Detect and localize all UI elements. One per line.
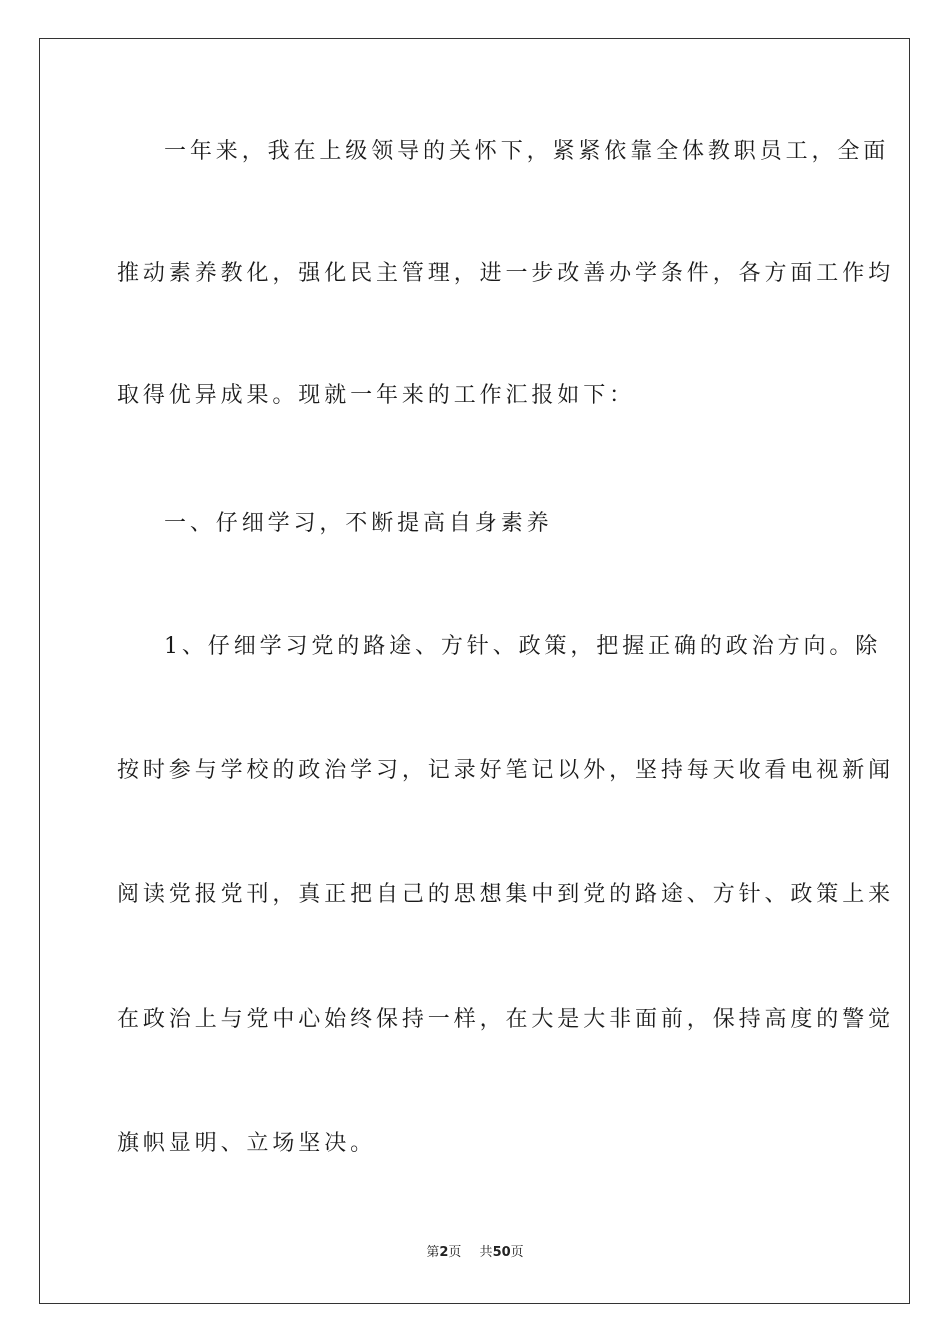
section-heading: 一、仔细学习，不断提高自身素养 xyxy=(164,511,553,536)
page-border xyxy=(39,38,910,1304)
paragraph-line-1: 一年来，我在上级领导的关怀下，紧紧依靠全体教职员工，全面 xyxy=(164,139,890,164)
paragraph-line-7: 阅读党报党刊，真正把自己的思想集中到党的路途、方针、政策上来 xyxy=(117,882,895,907)
paragraph-line-9: 旗帜显明、立场坚决。 xyxy=(117,1131,377,1156)
paragraph-line-8: 在政治上与党中心始终保持一样，在大是大非面前，保持高度的警觉 xyxy=(117,1007,895,1032)
paragraph-line-5: 1、仔细学习党的路途、方针、政策，把握正确的政治方向。除 xyxy=(164,634,882,659)
paragraph-line-6: 按时参与学校的政治学习，记录好笔记以外，坚持每天收看电视新闻 xyxy=(117,758,895,783)
page-footer xyxy=(0,1244,950,1262)
paragraph-line-2: 推动素养教化，强化民主管理，进一步改善办学条件，各方面工作均 xyxy=(117,261,895,286)
page-number-indicator: 第2页 xyxy=(426,1245,462,1260)
paragraph-line-3: 取得优异成果。现就一年来的工作汇报如下： xyxy=(117,383,636,408)
total-pages-indicator: 共50页 xyxy=(479,1245,524,1260)
